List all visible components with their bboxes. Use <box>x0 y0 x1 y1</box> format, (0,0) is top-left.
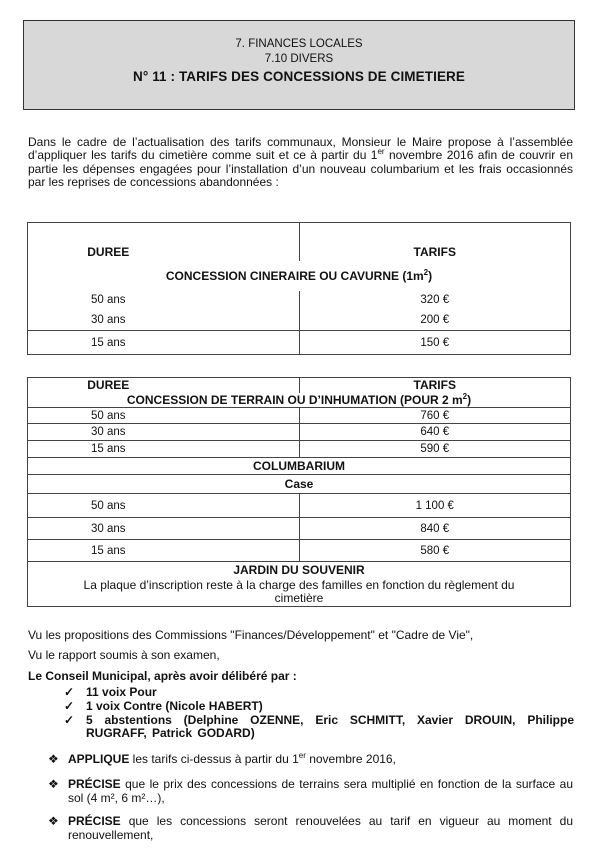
jardin-title: JARDIN DU SOUVENIR <box>28 562 571 579</box>
table-row: 50 ans 320 € <box>28 291 571 310</box>
checkmark-icon: ✓ <box>64 713 75 727</box>
table-row: 15 ans 590 € <box>28 441 571 458</box>
conseil-intro: Le Conseil Municipal, après avoir délibéré par : <box>28 669 297 683</box>
column-header-duree: DUREE <box>28 223 300 261</box>
column-header-duree: DUREE <box>28 378 300 393</box>
table-row: 15 ans 580 € <box>28 540 571 562</box>
vote-item: ✓ 5 abstentions (Delphine OZENNE, Eric SCHMITT, Xavier DROUIN, Philippe RUGRAFF, Patrick GODARD) <box>64 713 574 740</box>
terrain-columbarium-tariff-table <box>27 377 571 607</box>
decision-item: ❖ PRÉCISE que les concessions seront renouvelées au tarif en vigueur au moment du renouvellement, <box>48 814 573 842</box>
vu-propositions: Vu les propositions des Commissions "Finances/Développement" et "Cadre de Vie", <box>28 628 474 642</box>
decision-item: ❖ APPLIQUE les tarifs ci-dessus à partir du 1er novembre 2016, <box>48 751 396 766</box>
intro-paragraph: Dans le cadre de l’actualisation des tarifs communaux, Monsieur le Maire propose à l’assemblée d’appliquer les tarifs du cimetière comme suit et ce à partir du 1er novembre 2016 afin de couvrir en partie les dépenses engagées pour l’installation d’un nouveau columbarium et les frais occasionnés par les reprises de concessions abandonnées : <box>28 135 574 190</box>
diamond-bullet-icon: ❖ <box>48 752 59 766</box>
diamond-bullet-icon: ❖ <box>48 777 59 791</box>
vote-item: ✓ 11 voix Pour <box>64 685 157 699</box>
section-title: CONCESSION DE TERRAIN OU D’INHUMATION (POUR 2 $m^2$) <box>28 393 571 408</box>
table-row: 30 ans 200 € <box>28 310 571 331</box>
column-header-tarifs: TARIFS <box>299 223 571 261</box>
table-row: 30 ans 640 € <box>28 424 571 441</box>
vu-rapport: Vu le rapport soumis à son examen, <box>28 648 220 662</box>
columbarium-title: COLUMBARIUM <box>28 458 571 475</box>
diamond-bullet-icon: ❖ <box>48 814 59 828</box>
header-box <box>23 20 575 110</box>
table-row: 30 ans 840 € <box>28 518 571 540</box>
checkmark-icon: ✓ <box>64 699 75 713</box>
column-header-tarifs: TARIFS <box>299 378 571 393</box>
header-category: 7. FINANCES LOCALES <box>235 38 363 50</box>
case-subtitle: Case <box>28 475 571 494</box>
cineraire-tariff-table <box>27 222 571 355</box>
table-row: 50 ans 1 100 € <box>28 494 571 518</box>
table-row: 50 ans 760 € <box>28 408 571 424</box>
page-title: N° 11 : TARIFS DES CONCESSIONS DE CIMETIERE <box>133 69 465 84</box>
jardin-text: La plaque d’inscription reste à la charge des familles en fonction du règlement du cimetière <box>28 579 571 607</box>
header-subcategory: 7.10 DIVERS <box>264 53 334 65</box>
table-row: 15 ans 150 € <box>28 331 571 355</box>
section-title: CONCESSION CINERAIRE OU CAVURNE $(1m^2)$ <box>28 261 571 291</box>
vote-item: ✓ 1 voix Contre (Nicole HABERT) <box>64 699 263 713</box>
checkmark-icon: ✓ <box>64 685 75 699</box>
decision-item: ❖ PRÉCISE que le prix des concessions de terrains sera multiplié en fonction de la surface au sol (4 m², 6 m²…), <box>48 777 573 805</box>
